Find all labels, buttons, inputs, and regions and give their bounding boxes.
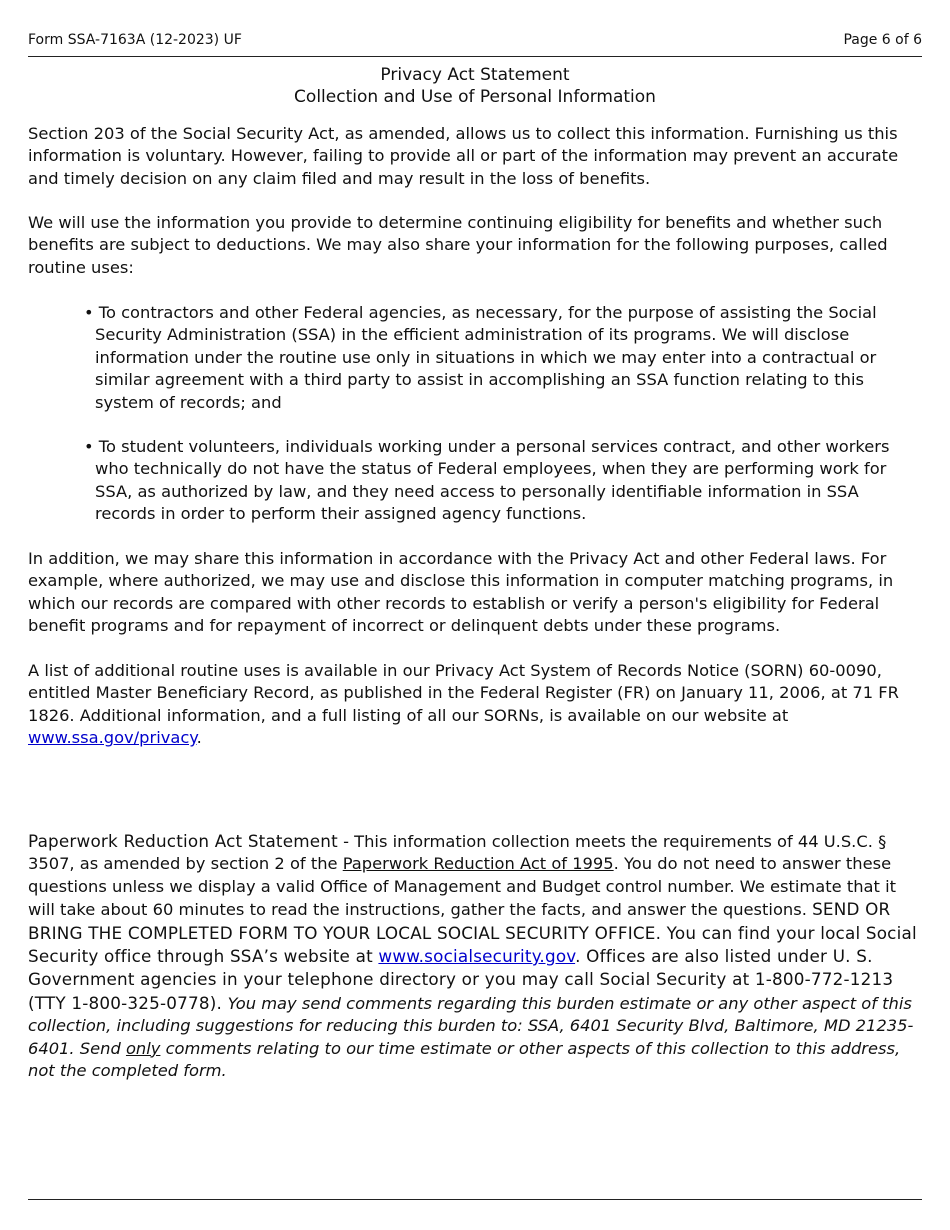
routine-use-bullet-volunteers: • To student volunteers, individuals working under a personal services contract, and other workers who technically do not have the status of Federal employees, when they are performing work for SSA, as authorized by law, and they need access to personally identifiable information in SSA records in order to perform their assigned agency functions. bbox=[84, 437, 890, 524]
page-number: Page 6 of 6 bbox=[843, 32, 922, 48]
header-divider bbox=[28, 56, 922, 57]
routine-use-bullet-contractors: • To contractors and other Federal agencies, as necessary, for the purpose of assisting the Social Security Administration (SSA) in the efficient administration of its programs. We will disclose information under the routine use only in situations in which we may enter into a contractual or similar agreement with a third party to assist in accomplishing an SSA function relating to this system of records; and bbox=[84, 303, 877, 412]
privacy-paragraph-sharing: In addition, we may share this information in accordance with the Privacy Act and other Federal laws. For example, where authorized, we may use and disclose this information in computer matching programs, in which our records are compared with other records to establish or verify a person's eligibility for Federal benefit programs and for repayment of incorrect or delinquent debts under these programs. bbox=[28, 549, 894, 636]
footer-divider bbox=[28, 1199, 922, 1200]
privacy-paragraph-uses: We will use the information you provide to determine continuing eligibility for benefits and whether such benefits are subject to deductions. We may also share your information for the following purposes, called routine uses: bbox=[28, 213, 888, 277]
privacy-paragraph-authority: Section 203 of the Social Security Act, as amended, allows us to collect this information. Furnishing us this information is voluntary. However, failing to provide all or part of the information may prevent an accurate and timely decision on any claim filed and may result in the loss of benefits. bbox=[28, 124, 899, 188]
paperwork-text-4: . Offices are also listed under U. S. Government agencies in your telephone directory or you may call Social Security at 1-800-772-1213 (TTY 1-800-325-0778). bbox=[28, 946, 894, 1013]
paperwork-only-word: only bbox=[125, 1038, 161, 1058]
paperwork-text-1: - This information collection meets the requirements of 44 U.S.C. § 3507, as amended by section 2 of the bbox=[28, 832, 887, 874]
privacy-paragraph-sorn bbox=[28, 660, 923, 750]
privacy-link[interactable]: www.ssa.gov/privacy bbox=[28, 728, 197, 748]
paperwork-reduction-statement bbox=[28, 830, 923, 1082]
privacy-act-title: Privacy Act Statement bbox=[380, 65, 570, 85]
socialsecurity-link[interactable]: www.socialsecurity.gov bbox=[378, 946, 576, 967]
form-number: Form SSA-7163A (12-2023) UF bbox=[28, 32, 242, 48]
paperwork-text-3: SEND OR BRING THE COMPLETED FORM TO YOUR LOCAL SOCIAL SECURITY OFFICE. You can find your local Social Security office through SSA’s website at bbox=[28, 899, 917, 967]
sorn-text: A list of additional routine uses is available in our Privacy Act System of Records Notice (SORN) 60-0090, entitled Master Beneficiary Record, as published in the Federal Register (FR) on January 11, 2006, at 71 FR 1826. Additional information, and a full listing of all our SORNs, is available on our website at bbox=[28, 661, 899, 725]
paperwork-act-link[interactable]: Paperwork Reduction Act of 1995 bbox=[342, 854, 614, 874]
paperwork-text-2: . You do not need to answer these questions unless we display a valid Office of Management and Budget control number. We estimate that it will take about 60 minutes to read the instructions, gather the facts, and answer the questions. bbox=[28, 854, 896, 920]
sorn-period: . bbox=[196, 728, 202, 748]
paperwork-text-6: comments relating to our time estimate or other aspects of this collection to this address, not the completed form. bbox=[28, 1038, 901, 1081]
paperwork-text-5: You may send comments regarding this burden estimate or any other aspect of this collection, including suggestions for reducing this burden to: SSA, 6401 Security Blvd, Baltimore, MD 21235-6401. Send bbox=[28, 993, 914, 1058]
paperwork-heading: Paperwork Reduction Act Statement bbox=[28, 831, 338, 851]
privacy-act-subtitle: Collection and Use of Personal Information bbox=[294, 87, 656, 107]
